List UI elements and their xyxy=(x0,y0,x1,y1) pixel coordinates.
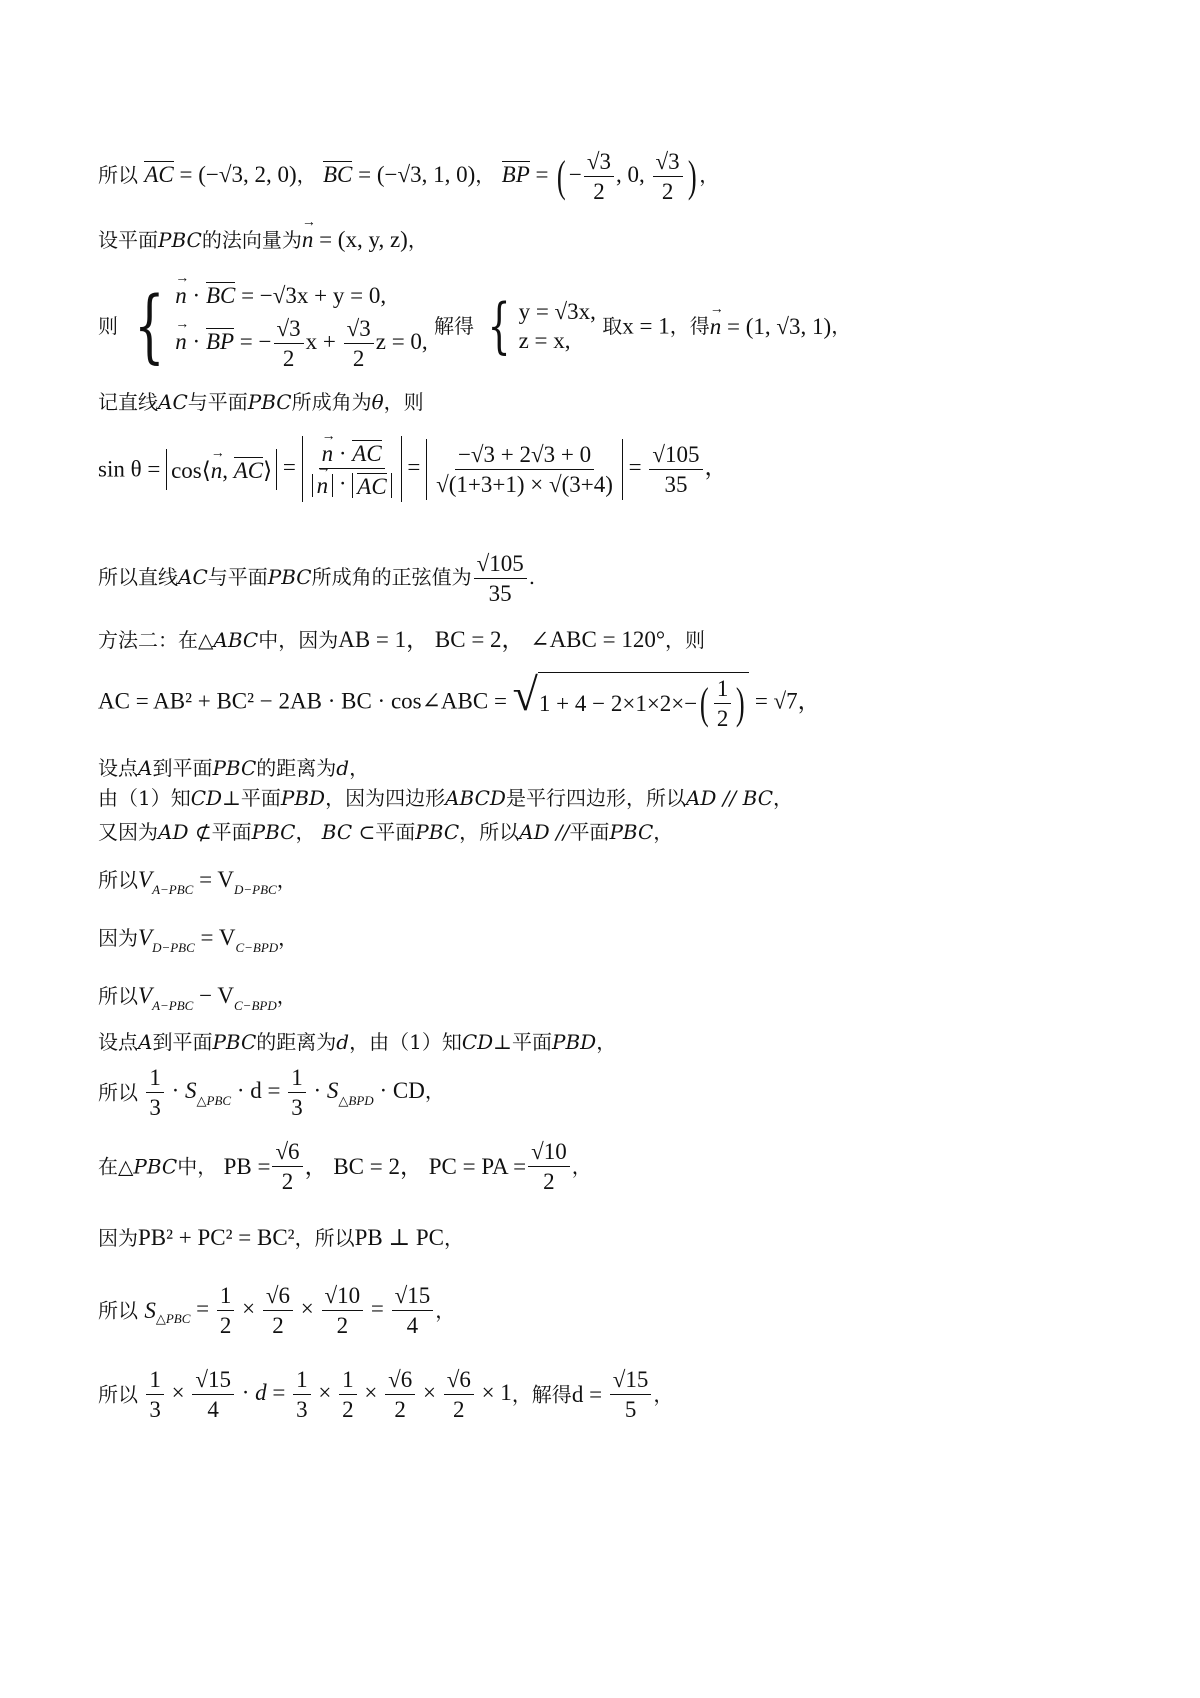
line-parallel: 又因为AD ⊄平面PBC， BC ⊂平面PBC，所以AD //平面PBC， xyxy=(98,820,674,844)
vec-BC-value: = (−√3, 1, 0) xyxy=(358,161,476,187)
line-volume-eq: 所以 $\frac{1}{3}$ · $S_{\triangle PBC} \cdot d$ = $\frac{1}{3}$ · $S_{\triangle BPD}$ · CD， xyxy=(98,1065,445,1120)
line-vectors: 所以 AC = (−√3, 2, 0)， BC = (−√3, 1, 0)， BP = ( − $\frac{√3}{2}$ , 0, $\frac{√3}{2}$ ) ， xyxy=(98,149,720,204)
vec-n: → n xyxy=(302,228,314,251)
line-distance-def-2: 设点A到平面PBC的距离为d，由（1）知CD⊥平面PBD， xyxy=(98,1030,617,1054)
vec-BC: BC xyxy=(323,161,353,187)
solution-1: y = √3x, xyxy=(518,299,596,324)
line-ac-length: AC = AB² + BC² − 2AB · BC · cos∠ABC = √ 1 + 4 − 2×1×2×−( $\frac{1}{2}$ ) = √7， xyxy=(98,669,821,731)
system-eq-1: → n · BC = −√3x + y = 0, xyxy=(175,282,427,307)
line-sine-conclusion: 所以直线AC与平面PBC所成角的正弦值为 $\frac{√105}{35}$ . xyxy=(98,551,536,606)
line-angle-def: 记直线AC与平面PBC所成角为θ，则 xyxy=(98,390,424,414)
line-sin-theta: sin θ = cos⟨→ n, AC⟩ = → n · AC → n · AC = $\frac{-√3 + 2√3 + 0}{√(1+3+1) \times √(3+4)}$ = $\frac{√105}{35}$ ， xyxy=(98,436,728,502)
solution-2: z = x, xyxy=(518,328,571,353)
line-method2: 方法二：在△ABC中，因为AB = 1， BC = 2， ∠ABC = 120°，则 xyxy=(98,627,706,652)
system-eq-2: → n · BP = − $\frac{√3}{2}$ x + $\frac{√3}{2}$ z = 0, xyxy=(175,317,427,370)
vec-AC-value: = (−√3, 2, 0) xyxy=(179,161,297,187)
line-triangle-sides: 在△PBC中， PB = $\frac{√6}{2}$ ， BC = 2， PC = PA = $\frac{√10}{2}$ ， xyxy=(98,1139,592,1194)
line-distance-def: 设点A到平面PBC的距离为d， xyxy=(98,756,370,780)
line-area: 所以 $S_{\triangle PBC}$ = $\frac{1}{2}$ × $\frac{√6}{2}$ × $\frac{√10}{2}$ = $\frac{√15}{4}$ ， xyxy=(98,1283,456,1338)
line-volume-1: 所以$V_{A-PBC} = V_{D-PBC}$， xyxy=(98,867,297,897)
line-normal-vector: 设平面PBC的法向量为→ n = (x, y, z)， xyxy=(98,228,428,251)
text-so: 所以 xyxy=(98,162,138,187)
line-volume-2: 因为$V_{D-PBC} = V_{C-BPD}$， xyxy=(98,925,299,955)
line-cd-perp: 由（1）知CD⊥平面PBD，因为四边形ABCD是平行四边形，所以AD // BC， xyxy=(98,786,793,810)
line-system: 则 { → n · BC = −√3x + y = 0, → n · BP = − $\frac{√3}{2}$ x + $\frac{√3}{2}$ z = 0, 解得 { y = √3x, z = x, 取x = 1，得→ n = (1, √3, 1)， xyxy=(98,282,851,370)
line-volume-3: 所以$V_{A-PBC} - V_{C-BPD}$， xyxy=(98,983,297,1013)
line-solve-d: 所以 $\frac{1}{3}$ × $\frac{√15}{4}$ · d = $\frac{1}{3}$ × $\frac{1}{2}$ × $\frac{√6}{2}$ × $\frac{√6}{2}$ × 1，解得d = $\frac{√15}{5}$ ， xyxy=(98,1367,674,1422)
vec-AC: AC xyxy=(144,161,174,187)
vec-BP: BP xyxy=(501,161,530,187)
line-pythagoras: 因为PB² + PC² = BC²，所以PB ⊥ PC， xyxy=(98,1225,464,1250)
